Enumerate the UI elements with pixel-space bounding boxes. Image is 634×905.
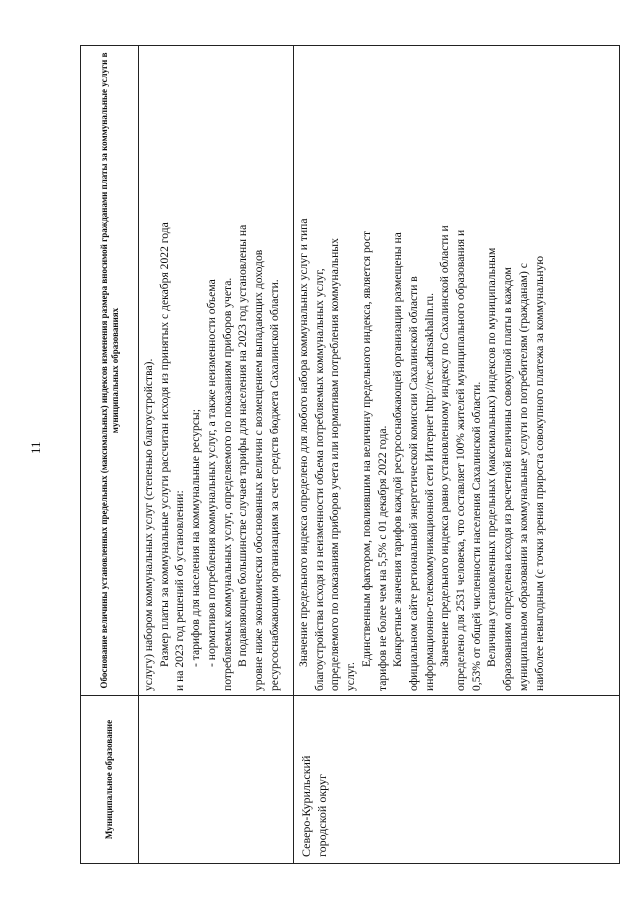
row-rationale	[139, 46, 294, 696]
text-line: Значение предельного индекса определено для любого набора коммунальных услуг и типа	[297, 218, 310, 667]
text-line: благоустройства исходя из неизменности объема потребляемых коммунальных услуг,	[312, 268, 326, 691]
page-number: 11	[28, 441, 43, 454]
text-line: муниципальном образовании за коммунальные услуги по потребителям (гражданам) с	[516, 263, 530, 691]
text-line: определено для 2531 человека, что составляет 100% жителей муниципального образования и	[454, 229, 468, 691]
text-line: потребляемых коммунальных услуг, определяемого по показаниям приборов учета.	[220, 277, 234, 691]
text-line: 0,53% от общей численности населения Сахалинской области.	[469, 381, 483, 691]
index-rationale-table	[80, 45, 620, 864]
text-line: - тарифов для населения на коммунальные ресурсы;	[189, 409, 203, 667]
text-line: и на 2023 год решений об установлении:	[173, 490, 187, 691]
text-line: Величина установленных предельных (максимальных) индексов по муниципальным	[485, 247, 499, 667]
row-municipality: Северо-Курильский городской округ	[294, 696, 620, 864]
text-line: Значение предельного индекса равно установленному индексу по Сахалинской области и	[438, 225, 452, 667]
table-header-row	[81, 46, 139, 864]
table-row	[139, 46, 294, 864]
text-line: Конкретные значения тарифов каждой ресурсоснабжающей организации размещены на	[391, 232, 405, 667]
table-row	[294, 46, 620, 864]
text-line: официальном сайте региональной энергетической комиссии Сахалинской области в	[406, 276, 420, 691]
header-rationale: Обоснование величины установленных предельных (максимальных) индексов изменения размера вносимой гражданами платы за коммунальные услуги в муниципальных образованиях	[81, 46, 139, 696]
text-line: тарифов не более чем на 5,5% с 01 декабря 2022 года.	[375, 425, 389, 691]
text-line: наиболее невыгодным (с точки зрения прироста совокупного платежа за коммунальную	[532, 255, 546, 691]
text-line: услуг.	[344, 662, 358, 691]
row-municipality	[139, 696, 294, 864]
text-line: услугу) набором коммунальных услуг (степенью благоустройства).	[142, 358, 155, 691]
header-municipality: Муниципальное образование	[81, 696, 139, 864]
text-line: образованиям определена исходя из расчетной величины совокупной платы в каждом	[501, 267, 515, 691]
row-rationale	[294, 46, 620, 696]
text-line: уровне ниже экономически обоснованных величин с возмещением выпадающих доходов	[251, 249, 265, 691]
text-line: Размер платы за коммунальные услуги рассчитан исходя из принятых с декабря 2022 года	[157, 222, 171, 667]
text-line: определяемого по показаниям приборов учета или нормативам потребления коммунальных	[328, 238, 342, 691]
text-line: информационно-телекоммуникационной сети Интернет http://rec.admsakhalin.ru.	[422, 292, 436, 691]
text-line: ресурсоснабжающим организациям за счет средств бюджета Сахалинской области.	[267, 279, 281, 691]
text-line: - нормативов потребления коммунальных услуг, а также неизменности объема	[204, 279, 218, 667]
rotated-table-wrapper	[80, 46, 620, 864]
text-line: В подавляющем большинстве случаев тарифы для населения на 2023 год установлены на	[236, 224, 250, 667]
text-line: Единственным фактором, повлиявшим на величину предельного индекса, является рост	[359, 230, 373, 667]
